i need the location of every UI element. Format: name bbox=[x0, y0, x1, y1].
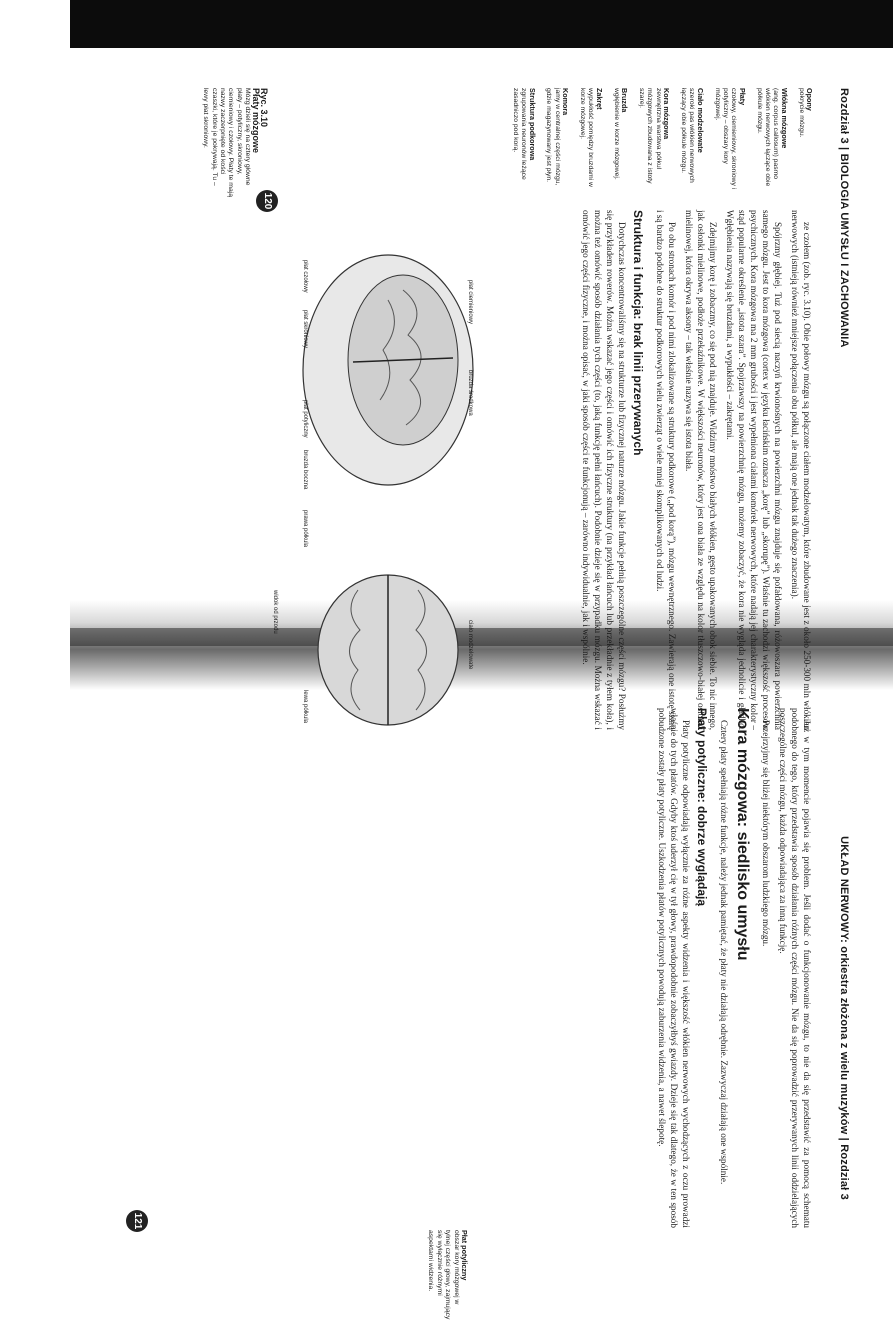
glossary-entry: Zakręt wypukłość pomiędzy bruzdami w korze mózgowej. bbox=[579, 88, 604, 187]
page-120 bbox=[88, 70, 868, 730]
running-header: Rozdział 3 | BIOLOGIA UMYSŁU I ZACHOWANIA bbox=[838, 88, 850, 348]
paragraph: Już w tym momencie pojawia się problem. Jeśli dodać o funkcjonowanie mózgu, to nie da się przedstawić za pomocą schematu podobnego do tego, który przedstawia sposób działania różnych części mózgu. Nie da się poprowadzić przerywanych linii oddzielających poszczególne części mózgu, każda odpowiadająca za inną funkcję. bbox=[778, 708, 812, 1228]
glossary-entry: Opony pokrycie mózgu. bbox=[797, 88, 814, 138]
main-text bbox=[575, 210, 813, 730]
figure-label: lewa półkula bbox=[302, 690, 308, 724]
paragraph: Spójrzmy głębiej. Tuż pod siecią naczyń krwionośnych na powierzchni mózgu znajduje się pofałdowana, różowoszara powierzchnia samego mózgu. Jest to kora mózgowa (cortex w języku łacińskim oznacza „korę” lub „skorupę”). Właśnie tu zachodzi większość procesów psychicznych. Kora mózgowa ma 2 mm grubości i jest wypełniona ciałami komórek nerwowych, które nadają jej charakterystyczny kolor – stąd popularne określenie „istota szara”. Spojrzawszy na powierzchnię mózgu, możemy zobaczyć, że kora nie wygląda jednolicie i gładko. Wgłębienia nazywają się bruzdami, a wypukłości – zakrętami. bbox=[725, 210, 783, 730]
page-top-dark-band bbox=[70, 0, 893, 48]
paragraph: Cztery płaty spełniają różne funkcje, należy jednak pamiętać, że płaty nie działają odrębnie. Zazwyczaj działają one wspólnie. bbox=[719, 720, 729, 1185]
figure-label: widok od przodu bbox=[272, 590, 278, 634]
figure-label: bruzda boczna bbox=[302, 450, 308, 490]
brain-lobes-figure bbox=[288, 240, 488, 760]
running-header: UKŁAD NERWOWY: orkiestra złożona z wielu muzyków | Rozdział 3 bbox=[838, 836, 850, 1200]
glossary-entry: Komora jamy w centralnej części mózgu, gdzie magazynowany jest płyn. bbox=[545, 88, 571, 186]
figure-label: prawa półkula bbox=[302, 510, 308, 548]
glossary-entry: Struktura podkorowa zgrupowania neuronów leżące zasadniczo pod korą. bbox=[511, 88, 537, 180]
figure-label: płat ciemieniowy bbox=[467, 280, 473, 325]
glossary-entry: Kora mózgowa zewnętrzna warstwa półkul mózgowych zbudowana z istoty szarej. bbox=[637, 88, 672, 184]
chapter-section-heading: Kora mózgowa: siedlisko umysłu bbox=[734, 708, 751, 961]
glossary-sidebar: Płat potyliczny obszar kory mózgowej w tylnej części głowy, zajmujący się wyłącznie różnymi aspektami widzenia. bbox=[427, 1230, 469, 1320]
figure-caption: Ryc. 3.10 Płaty mózgowe Mózg dzieli się na cztery główne płaty – potyliczny, skroniowy, ciemieniowy i czołowy. Płaty te mają nazwy zaczerpnięte od kości czaszki, które je pokrywają. Tu – lewy płat skroniowy. bbox=[202, 88, 269, 198]
figure-label: płat potyliczny bbox=[302, 400, 308, 438]
main-text bbox=[651, 708, 813, 1228]
paragraph: Przejrzyjmy się bliżej niektórym obszarom ludzkiego mózgu. bbox=[761, 720, 771, 947]
page-number: 120 bbox=[256, 190, 278, 212]
glossary-entry: Płaty czołowy, ciemieniowy, skroniowy i potyliczny – obszary kory mózgowej. bbox=[713, 88, 747, 190]
paragraph: Zdejmijmy korę i zobaczmy, co się pod nią znajduje. Widzimy mnóstwo białych włókien, gęsto upakowanych obok siebie. To nic innego, jak osłonki mielinowe, podłoże przekaźnikowe. W większości neuronów, który jest ona biała ze względu na kolor tłuszczowo-białej osłonki mielinowej, która okrywa aksony – tak właśnie nazywa się istota biała. bbox=[684, 210, 718, 730]
glossary-entry: Ciało modzelowate szeroki pas włókien nerwowych łączący obie półkule mózgu. bbox=[679, 88, 705, 183]
paragraph: Płaty potyliczne odpowiadają wyłącznie za różne aspekty widzenia i większość włókien nerwowych wychodzących z oczu prowadzi właśnie do tych płatów. Gdyby ktoś uderzył cię w tył głowy, prawdopodobnie zobaczyłbyś gwiazdy. Dzieje się tak dlatego, że w ten sposób pobudzone zostały płaty potyliczne. Uszkodzenia płatów potylicznych powodują zaburzenia widzenia, a nawet ślepotę. bbox=[657, 708, 691, 1228]
figure-label: ciało modzelowate bbox=[467, 620, 473, 670]
figure-label: płat czołowy bbox=[302, 260, 308, 293]
section-heading: Płaty potyliczne: dobrze wyglądają bbox=[695, 708, 709, 907]
page-number: 121 bbox=[126, 1210, 148, 1232]
scan-margin bbox=[0, 0, 40, 1263]
paragraph: Po obu stronach komór i pod nimi zlokalizowane są struktury podkorowe („pod korą”), mózgu wewnętrznego. Zawierają one istotę szarą i są bardzo podobne do struktur podkorowych wielu zwierząt o wiele mniej skomplikowanych od ludzi. bbox=[655, 210, 677, 730]
head-profile-illustration bbox=[303, 255, 473, 485]
glossary-entry: Włókna mózgowe (ang. corpus callosum) pasmo włókien nerwowych łączące obie półkule mózgu. bbox=[755, 88, 789, 187]
paragraph: ze czołem (zob. ryc. 3.10). Obie połowy mózgu są połączone ciałem modzelowatym, które zbudowane jest z około 250-300 mln włókien nerwowych (istnieją również mniejsze połączenia obu półkul, ale mają one jednak tak dużego znaczenia). bbox=[790, 210, 812, 730]
glossary-entry: Bruzda wgłębienie w korze mózgowej. bbox=[612, 88, 630, 180]
section-heading: Struktura i funkcja: brak linii przerywanych bbox=[631, 210, 645, 456]
glossary-sidebar bbox=[510, 88, 813, 198]
figure-label: płat skroniowy bbox=[302, 310, 308, 349]
paragraph: Dotychczas koncentrowaliśmy się na strukturze lub fizycznej naturze mózgu. Jakie funkcje pełnią poszczególne części mózgu? Posłużmy się przykładem rowerów. Można wskazać jego części i omówić ich fizyczne struktury (na przykład łańcuch lub przekładnie z tyłem koła), i można też omówić sposób działania tych części (to, jaką funkcję pełni łańcuch). Podobnie dzieje się w przypadku mózgu. Można wskazać i omówić jego części fizyczne, i można opisać, w jaki sposób części te funkcjonują – zarówno indywidualnie, jak i wspólnie. bbox=[581, 210, 627, 730]
page-121 bbox=[88, 690, 868, 1320]
figure-label: bruzda środkowa bbox=[467, 370, 473, 416]
